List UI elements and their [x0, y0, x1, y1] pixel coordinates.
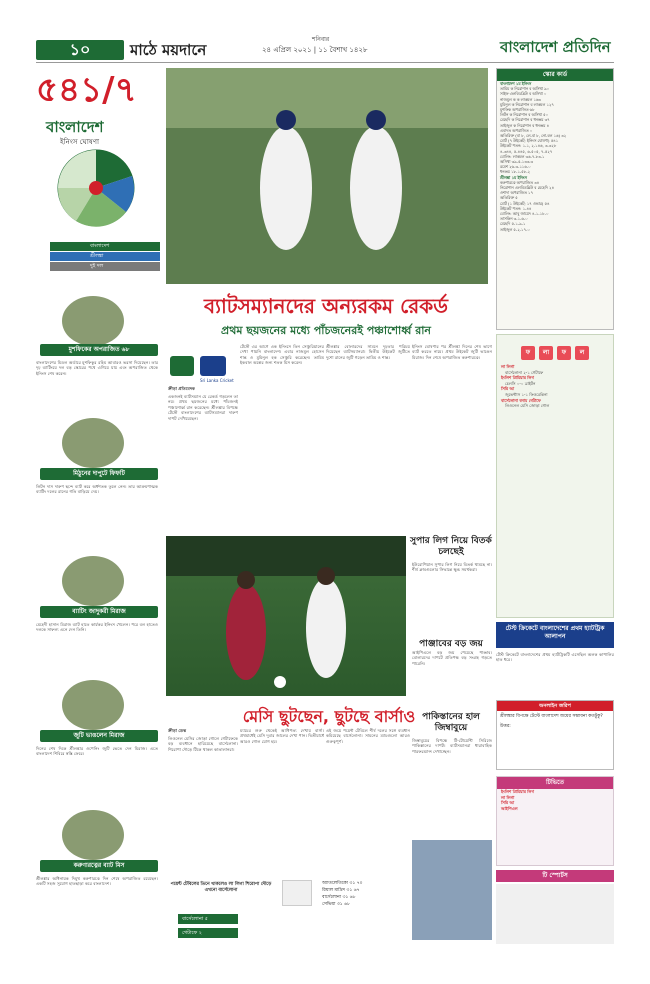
legend-srilanka: শ্রীলঙ্কা: [50, 252, 160, 261]
scorecard-line: মুশফিক অপরাজিত ৬৮: [500, 107, 535, 113]
scorecard-line: বাংলাদেশ ১ম ইনিংস: [500, 81, 532, 86]
main-text-col3: শ্রীলঙ্কার বোলারদের সামনে দৃঢ়তার পরিচয় দিয়েছেন ব্যাটসম্যানরা। দ্বিতীয় উইকেট জুটিতে দুশো রানের জুটি গড়েন তামিম ও শান্ত।: [326, 344, 410, 360]
scorecard-line: তাসকিন ৩-১-৬-০: [500, 216, 528, 222]
player-photo-3: [62, 556, 124, 606]
scorecard-line: অতিরিক্ত ৫: [500, 195, 518, 201]
poll-title: অনলাইন জরিপ: [497, 701, 613, 711]
scorecard-line: উইকেট পতন: ১-৪৪: [500, 205, 532, 211]
scorecard-line: এবাদত অপরাজিত ০: [500, 127, 533, 133]
player-text-1: বাংলাদেশের মিডল অর্ডারে মুশফিকুর রহিম আবারও ভরসা দিয়েছেন। তার দৃঢ় ব্যাটিংয়ে দল বড় স্কোরের পথে এগিয়ে যায় এবং অপরাজিত থেকে ইনিংস শেষ করেন।: [36, 360, 158, 376]
results-tab-1: ফ: [521, 346, 535, 360]
player-photo-4: [62, 680, 124, 730]
player-text-5: শ্রীলঙ্কার অধিনায়ক দিমুথ করুণারত্নে দিন শেষে অপরাজিত রয়েছেন। একটি সহজ সুযোগ হাতছাড়া করে বাংলাদেশ।: [36, 876, 158, 887]
messi-text-col3: এই জয়ে পয়েন্ট টেবিলে শীর্ষ দলের সঙ্গে ব্যবধান কমিয়েছে বার্সেলোনা। সামনের ম্যাচগুলো আরও গুরুত্বপূর্ণ।: [326, 728, 410, 744]
result-title-2: ইংলিশ প্রিমিয়ার লিগ: [501, 375, 535, 381]
messi-photo: [166, 536, 406, 696]
main-text-col4: ইনিংস ঘোষণার পর শ্রীলঙ্কা দিনের শেষ ভাগে ব্যাট করতে নামে। প্রথম উইকেট জুটি ভাঙেন মিরাজ। দিন শেষে অপরাজিত করুণারত্নে।: [412, 344, 492, 360]
table-row: সেভিয়া ৩১ ৬৮: [322, 902, 350, 907]
main-subheadline: প্রথম ছয়জনের মধ্যে পাঁচজনেরই পঞ্চাশোর্ধ্ব রান: [220, 324, 431, 337]
scorecard-line: ওশাদা অপরাজিত ১৭: [500, 190, 533, 196]
main-headline: ব্যাটসম্যানদের অন্যরকম রেকর্ড: [204, 294, 448, 318]
sports-corner-body: [496, 884, 614, 944]
laliga-logo: [282, 880, 312, 906]
pakistan-text: জিম্বাবুয়ের বিপক্ষে টি-টোয়েন্টি সিরিজে পাকিস্তানের দাপট। ব্যাটসম্যানরা ধারাবাহিক পারফরম্যান্স দেখাচ্ছেন।: [412, 738, 492, 754]
player-caption-1: মুশফিকের অপরাজিত ৬৮: [40, 344, 158, 356]
result-detail-4: লিওনেল মেসি জোড়া গোল: [505, 403, 550, 409]
player-photo-1: [62, 296, 124, 346]
tv-item-4: আইপিএল: [501, 805, 518, 811]
scorecard-line: সাইফ এলবিডব্লিউ ব অসিথা ০: [500, 91, 547, 97]
tv-title: টিভিতে: [497, 777, 613, 789]
section-title: মাঠে ময়দানে: [130, 41, 207, 59]
scorecard-line: বোলিং: লাকমল ৩৬-৭-৮৩-১: [500, 153, 545, 159]
player-text-2: লিটন দাস দারুণ ছন্দে ব্যাট করে অর্ধশতক তুলে নেন। তার আক্রমণাত্মক ব্যাটিং দলের রানের গতি বাড়িয়ে দেয়।: [36, 484, 158, 495]
poll-answer-label: উত্তর:: [500, 724, 511, 729]
result-detail-1: বার্সেলোনা ২-১ গেটাফে: [505, 369, 544, 375]
scorecard-panel: [496, 68, 614, 330]
main-text-col1: একজনই ব্যাটসম্যান যে রেকর্ড গড়লেন তা নয়। প্রথম ছয়জনের মধ্যে পাঁচজনই পঞ্চাশোর্ধ্ব রান করেছেন। শ্রীলঙ্কার বিপক্ষে টেস্টে বাংলাদেশের ব্যাটসম্যানরা দারুণ দাপট দেখিয়েছেন।: [168, 394, 238, 421]
player-text-3: মেহেদী হাসান মিরাজ ব্যাট হাতে কার্যকর ইনিংস খেলেন। পরে বল হাতেও দলকে সাফল্য এনে দেন তিনি।: [36, 622, 158, 633]
scorecard-line: অসিথা ৩৯-৫-১৩৩-৩: [500, 159, 534, 165]
scorecard-line: তাইজুল ক নিরোশান ব ধনঞ্জয় ৪: [500, 122, 549, 128]
scorecard-title: স্কোর কার্ড: [497, 69, 613, 81]
result-detail-3: জুভেন্টাস ১-১ ফিওরেন্তিনা: [505, 391, 548, 397]
messi-text-col1: লিওনেল মেসির জোড়া গোলে গেটাফেকে বড় ব্যবধানে হারিয়েছে বার্সেলোনা। শিরোপা দৌড়ে টিকে থাকল কাতালানরা।: [168, 736, 238, 752]
score-box-barcelona: বার্সেলোনা ৫: [178, 914, 238, 924]
dateline: ২৪ এপ্রিল ২০২১ | ১১ বৈশাখ ১৪২৮: [262, 46, 368, 54]
scorecard-line: রমেশ ২৬-৩-১১৬-০: [500, 164, 531, 170]
result-title-4: বার্সেলোনা বনাম গেটাফে: [501, 397, 541, 403]
sports-corner-title: টি স্পোর্টস: [496, 870, 614, 882]
newspaper-logo: বাংলাদেশ প্রতিদিন: [500, 38, 611, 56]
messi-headline: মেসি ছুটছেন, ছুটছে বার্সাও: [242, 707, 416, 726]
bcb-logo: [170, 356, 194, 376]
player-photo-2: [62, 418, 124, 468]
messi-text-col2: ম্যাচের শুরু থেকেই আধিপত্য দেখায় বার্সা। প্রথমার্ধেই মেসি দুবার জালের দেখা পান। দ্বিতীয়ার্ধে আরও গোল যোগ হয়।: [240, 728, 324, 744]
scorecard-line: অতিরিক্ত (বা ৮, লে-বা ৮, নো-বল ১৬) ৩২: [500, 133, 567, 139]
slc-logo: [200, 356, 226, 376]
scorecard-line: ৪-৩৪৪, ৫-৪৪৫, ৬-৫০৫, ৭-৫২৭: [500, 148, 553, 154]
scorecard-line: শ্রীলঙ্কা ১ম ইনিংস: [500, 174, 527, 180]
tv-item-3: সিরি আ: [501, 800, 515, 806]
nadal-photo: [412, 840, 492, 940]
scorecard-line: উইকেট পতন: ১-১, ২-১৪৬, ৩-৩২৮: [500, 143, 557, 149]
scorecard-line: মুমিনুল ক নিরোশান ব লাকমল ১২৭: [500, 101, 554, 107]
hattrick-text: টেস্ট ক্রিকেটে বাংলাদেশের প্রথম হ্যাটট্রিকটি এসেছিল অলক কাপালির হাত ধরে।: [496, 652, 614, 663]
scorecard-line: নাজমুল ক ক লাকমল ১৬৩: [500, 96, 541, 102]
table-row: অ্যাতলেতিকো ৩১ ৭০: [322, 881, 363, 886]
punjab-text: আইপিএলে বড় জয় পেয়েছে পাঞ্জাব। বোলারদের দাপটে প্রতিপক্ষ বড় সংগ্রহ গড়তে পারেনি।: [412, 650, 492, 666]
scorecard-line: মোট (৭ উইকেট; ইনিংস ঘোষণা) ৫৪১: [500, 138, 559, 144]
result-title-3: সিরি আ: [501, 386, 515, 392]
main-byline: ক্রীড়া প্রতিবেদক: [168, 386, 195, 391]
scorecard-line: নিরোশান এলবিডব্লিউ ব মেহেদি ২৪: [500, 185, 554, 191]
punjab-headline: পাঞ্জাবের বড় জয়: [419, 639, 483, 649]
table-row: বার্সেলোনা ৩১ ৬৮: [322, 895, 356, 900]
super-league-text: ইউরোপিয়ান সুপার লিগ নিয়ে বিতর্ক থামছে না। শীর্ষ ক্লাবগুলোর সিদ্ধান্তে ক্ষুব্ধ সমর্থকরা।: [412, 562, 492, 573]
result-title-1: লা লিগা: [501, 364, 515, 369]
slc-label: Sri Lanka Cricket: [200, 378, 234, 383]
messi-byline: ক্রীড়া ডেস্ক: [168, 728, 187, 733]
declaration-label: ইনিংস ঘোষণা: [60, 138, 100, 146]
scorecard-line: মেহেদি ৫-১-৯-১: [500, 221, 526, 227]
tv-panel: [496, 776, 614, 866]
batsmen-photo: [166, 68, 488, 284]
poll-question: শ্রীলঙ্কার বিপক্ষে টেস্টে বাংলাদেশ জয়ের সম্ভাবনা কতটুকু?: [500, 714, 603, 719]
player-caption-3: ব্যাটিং জাদুকরী মিরাজ: [40, 606, 158, 618]
super-league-headline: সুপার লিগ নিয়ে বিতর্ক চলছেই: [410, 536, 492, 557]
player-photo-5: [62, 810, 124, 860]
player-caption-2: মিঠুনের দাপুটে ফিফটি: [40, 468, 158, 480]
team-score: ৫৪১/৭: [36, 70, 137, 110]
score-box-getafe: গেটাফে ২: [178, 928, 238, 938]
scorecard-line: করুণারত্নে অপরাজিত ৩৪: [500, 179, 540, 185]
scorecard-line: লিটন ক নিরোশান ব অসিথা ৫০: [500, 112, 549, 118]
wagon-wheel-chart: [36, 148, 156, 228]
team-name: বাংলাদেশ: [46, 118, 104, 136]
weekday: শনিবার: [312, 36, 330, 43]
scorecard-line: তাইজুল ৫-২-১৭-০: [500, 226, 530, 232]
results-tab-2: লা: [539, 346, 553, 360]
scorecard-line: বোলিং: আবু জায়েদ ৪-১-১৮-০: [500, 211, 549, 217]
hattrick-headline: টেস্ট ক্রিকেটে বাংলাদেশের প্রথম হ্যাটট্রিক আলাপন: [496, 622, 614, 648]
page-number: ১০: [36, 40, 124, 60]
tv-item-2: লা লিগা: [501, 794, 515, 800]
laliga-table: [322, 880, 406, 908]
tv-item-1: ইংলিশ প্রিমিয়ার লিগ: [501, 789, 535, 794]
scorecard-line: তামিম ক নিরোশান ব অসিথা ৯০: [500, 86, 550, 92]
laliga-table-title: পয়েন্ট টেবিলের তিনে থাকলেও লা লিগা শিরোপা দৌড়ে এখনো বার্সেলোনা: [170, 882, 272, 893]
scorecard-line: মেহেদি ক নিরোশান ব ধনঞ্জয় ৩৭: [500, 117, 550, 123]
results-tab-3: ফ: [557, 346, 571, 360]
player-text-4: দিনের শেষ দিকে শ্রীলঙ্কার ওপেনিং জুটি ভেঙে দেন মিরাজ। এতে বাংলাদেশ শিবিরে স্বস্তি ফেরে।: [36, 746, 158, 757]
scorecard-line: মোট (১ উইকেট; ১৭ ওভার) ৫৪: [500, 200, 550, 206]
legend-both: দুই দল: [50, 262, 160, 271]
player-caption-5: করুণারত্নের ব্যাট মিস: [40, 860, 158, 872]
results-panel: [496, 334, 614, 618]
scorecard-line: ধনঞ্জয় ১৮-১-৫৮-২: [500, 169, 530, 175]
result-detail-2: চেলসি ০-০ ব্রাইটন: [505, 380, 536, 386]
main-text-col2: টেস্টে এর আগে এক ইনিংসে তিন সেঞ্চুরিয়ানের দেখা পায়নি বাংলাদেশ। এবার নাজমুল হোসেন শান্ত ও মুমিনুল হক সেঞ্চুরি করেছেন। তামিম ইকবাল অল্পের জন্য শতক মিস করেন।: [240, 344, 324, 366]
masthead: [0, 0, 650, 66]
pakistan-headline: পাকিস্তানের হাল জিম্বাবুয়ে: [422, 712, 480, 733]
results-tab-4: ল: [575, 346, 589, 360]
player-caption-4: জুটি ভাঙলেন মিরাজ: [40, 730, 158, 742]
header-rule: [36, 62, 614, 63]
legend-bangladesh: বাংলাদেশ: [50, 242, 160, 251]
online-poll: [496, 700, 614, 770]
table-row: রিয়াল মাদ্রিদ ৩১ ৬৭: [322, 888, 360, 893]
